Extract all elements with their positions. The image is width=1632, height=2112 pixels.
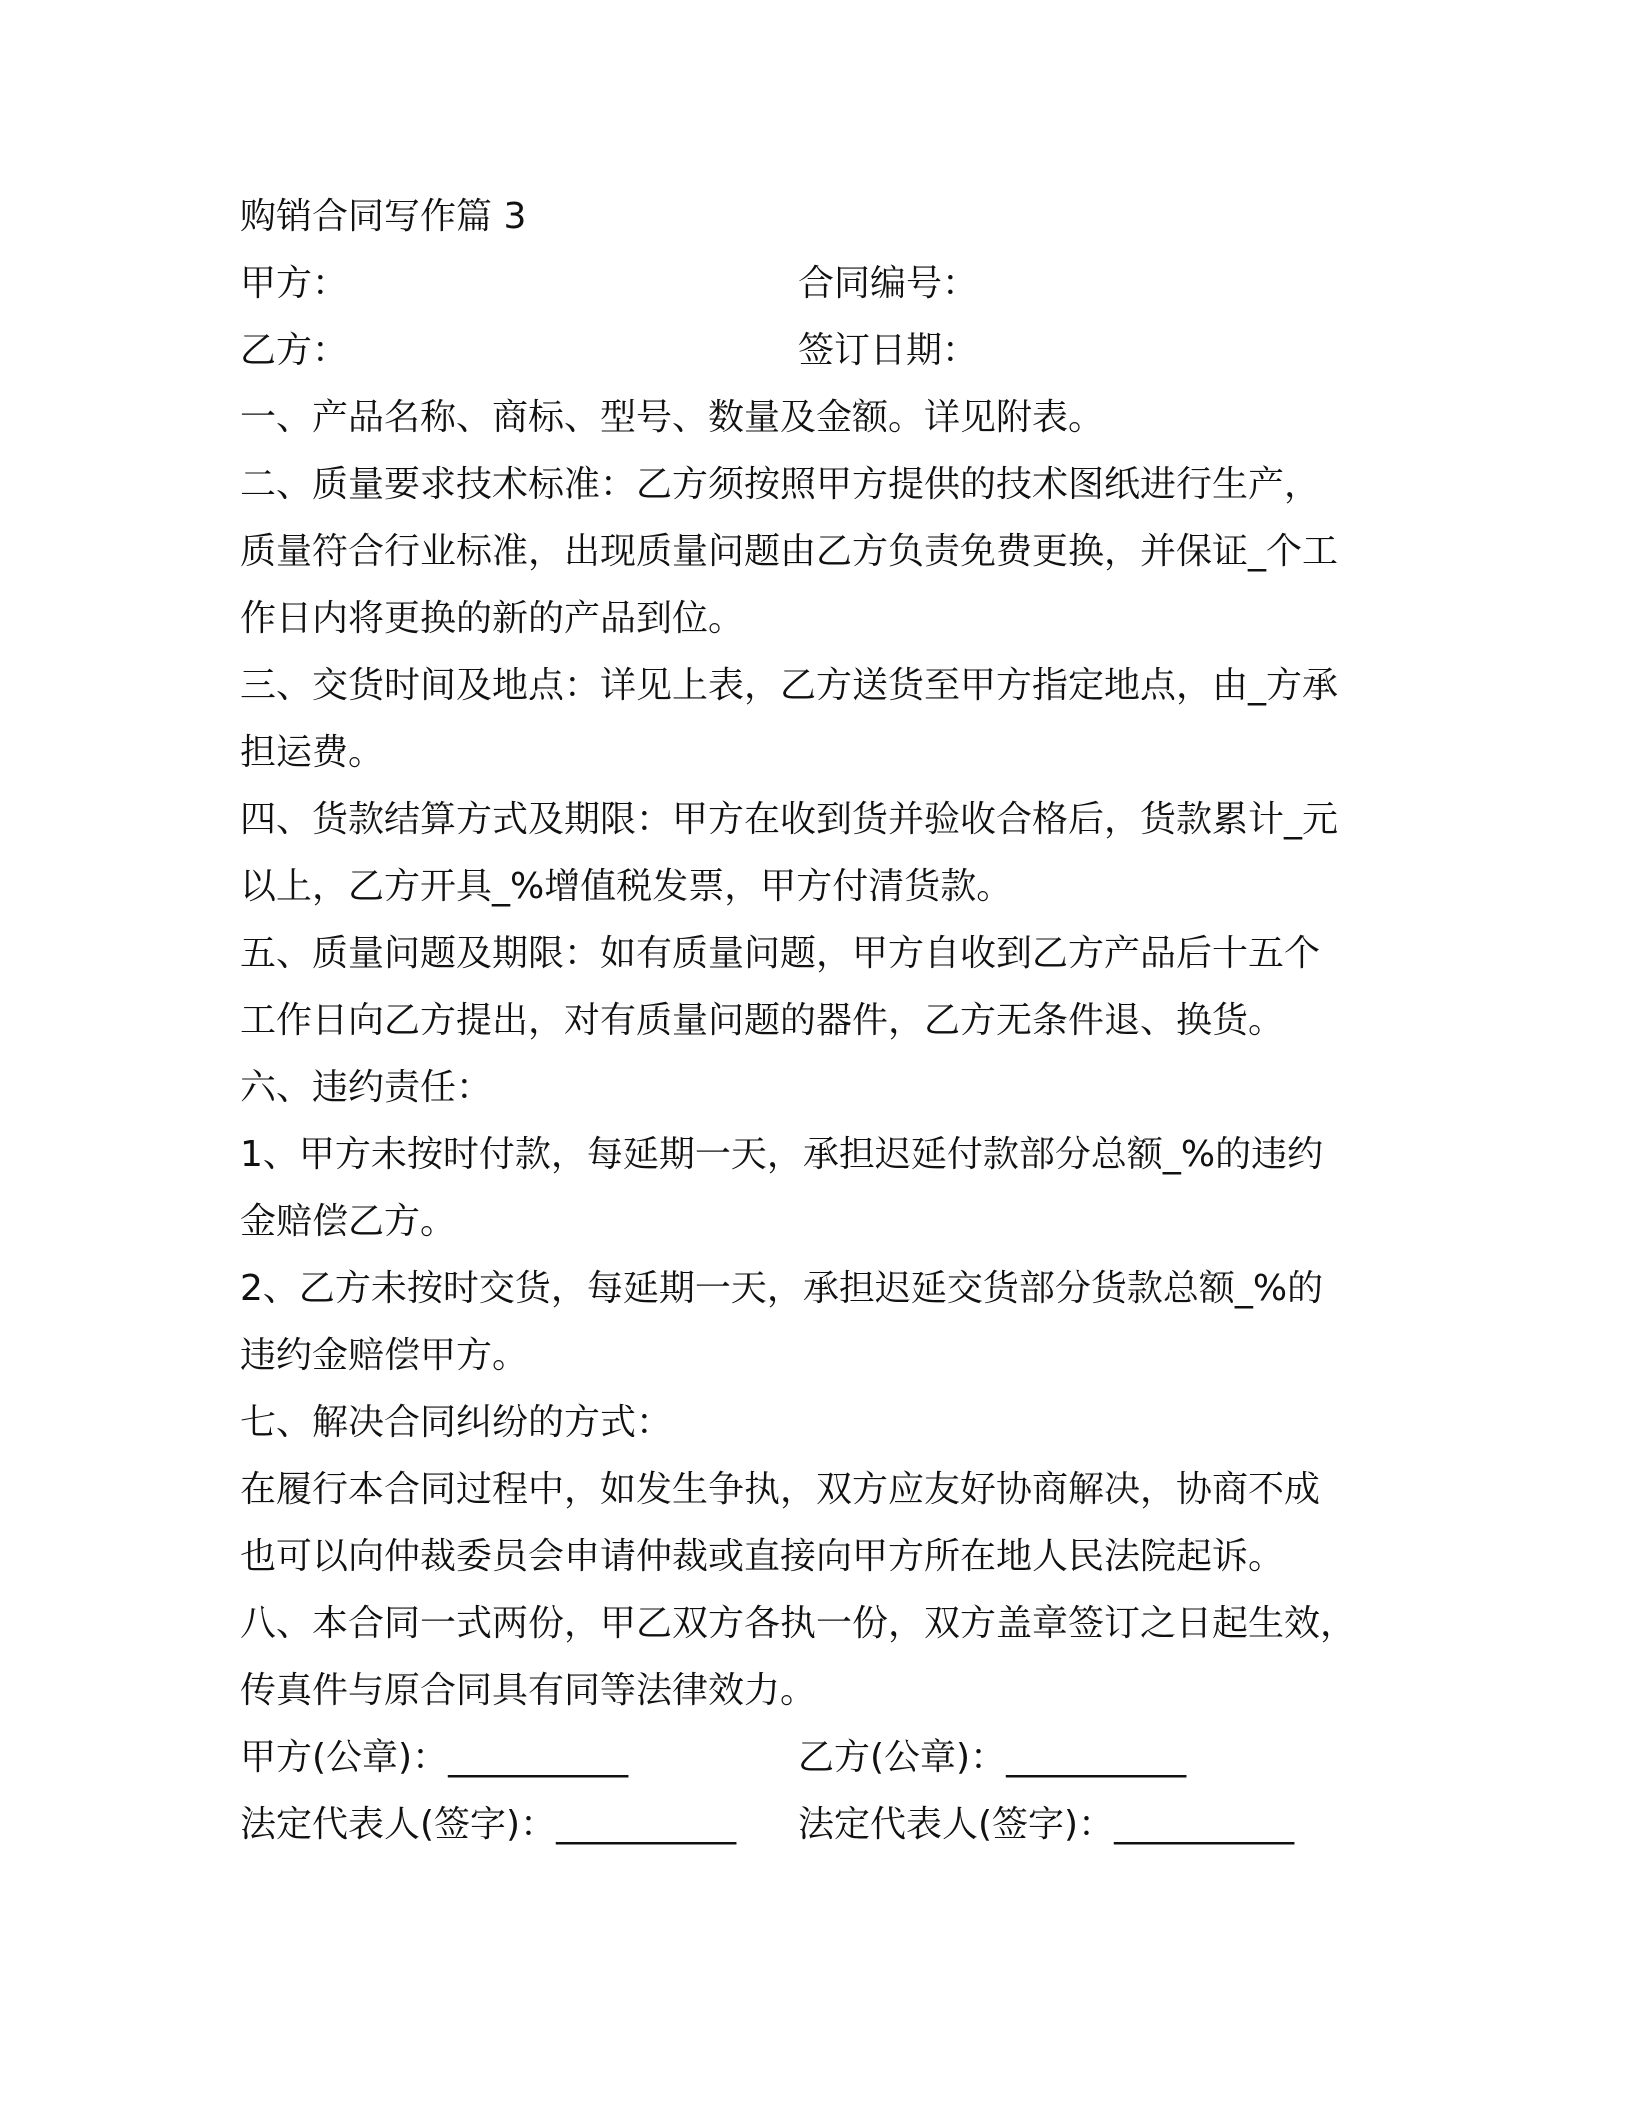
clause-line: 在履行本合同过程中，如发生争执，双方应友好协商解决，协商不成 bbox=[240, 1469, 1321, 1510]
party-b-representative: 法定代表人(签字)：__________ bbox=[798, 1804, 1295, 1845]
clause-line: 六、违约责任： bbox=[240, 1067, 493, 1108]
clause-line: 2、乙方未按时交货，每延期一天，承担迟延交货部分货款总额_%的 bbox=[240, 1268, 1324, 1309]
clause-line: 金赔偿乙方。 bbox=[240, 1201, 457, 1242]
clause-line: 担运费。 bbox=[240, 732, 385, 773]
clause-line: 七、解决合同纠纷的方式： bbox=[240, 1402, 673, 1443]
party-a-representative: 法定代表人(签字)：__________ bbox=[240, 1804, 737, 1845]
clause-line: 工作日向乙方提出，对有质量问题的器件，乙方无条件退、换货。 bbox=[240, 1000, 1285, 1041]
clause-line: 违约金赔偿甲方。 bbox=[240, 1335, 529, 1376]
clause-line: 质量符合行业标准，出现质量问题由乙方负责免费更换，并保证_个工 bbox=[240, 531, 1339, 572]
contract-no-label: 合同编号： bbox=[798, 263, 979, 304]
signature-row-seal bbox=[240, 1735, 1400, 1781]
party-row-b bbox=[240, 328, 1400, 374]
clause-line: 传真件与原合同具有同等法律效力。 bbox=[240, 1670, 817, 1711]
clause-line: 三、交货时间及地点：详见上表，乙方送货至甲方指定地点，由_方承 bbox=[240, 665, 1339, 706]
clause-line: 四、货款结算方式及期限：甲方在收到货并验收合格后，货款累计_元 bbox=[240, 799, 1339, 840]
clause-line: 一、产品名称、商标、型号、数量及金额。详见附表。 bbox=[240, 397, 1105, 438]
clause-line: 1、甲方未按时付款，每延期一天，承担迟延付款部分总额_%的违约 bbox=[240, 1134, 1324, 1175]
clause-line: 二、质量要求技术标准：乙方须按照甲方提供的技术图纸进行生产， bbox=[240, 464, 1321, 505]
sign-date-label: 签订日期： bbox=[798, 330, 979, 371]
party-b-label: 乙方： bbox=[240, 330, 349, 371]
party-row-a bbox=[240, 261, 1400, 307]
party-a-label: 甲方： bbox=[240, 263, 349, 304]
party-b-seal: 乙方(公章)：__________ bbox=[798, 1737, 1187, 1778]
party-a-seal: 甲方(公章)：__________ bbox=[240, 1737, 629, 1778]
clause-line: 八、本合同一式两份，甲乙双方各执一份，双方盖章签订之日起生效， bbox=[240, 1603, 1357, 1644]
clause-line: 也可以向仲裁委员会申请仲裁或直接向甲方所在地人民法院起诉。 bbox=[240, 1536, 1285, 1577]
clause-line: 作日内将更换的新的产品到位。 bbox=[240, 598, 745, 639]
clause-line: 五、质量问题及期限：如有质量问题，甲方自收到乙方产品后十五个 bbox=[240, 933, 1321, 974]
signature-row-rep bbox=[240, 1802, 1400, 1848]
document-title: 购销合同写作篇 3 bbox=[240, 196, 527, 237]
clause-line: 以上，乙方开具_%增值税发票，甲方付清货款。 bbox=[240, 866, 1013, 907]
